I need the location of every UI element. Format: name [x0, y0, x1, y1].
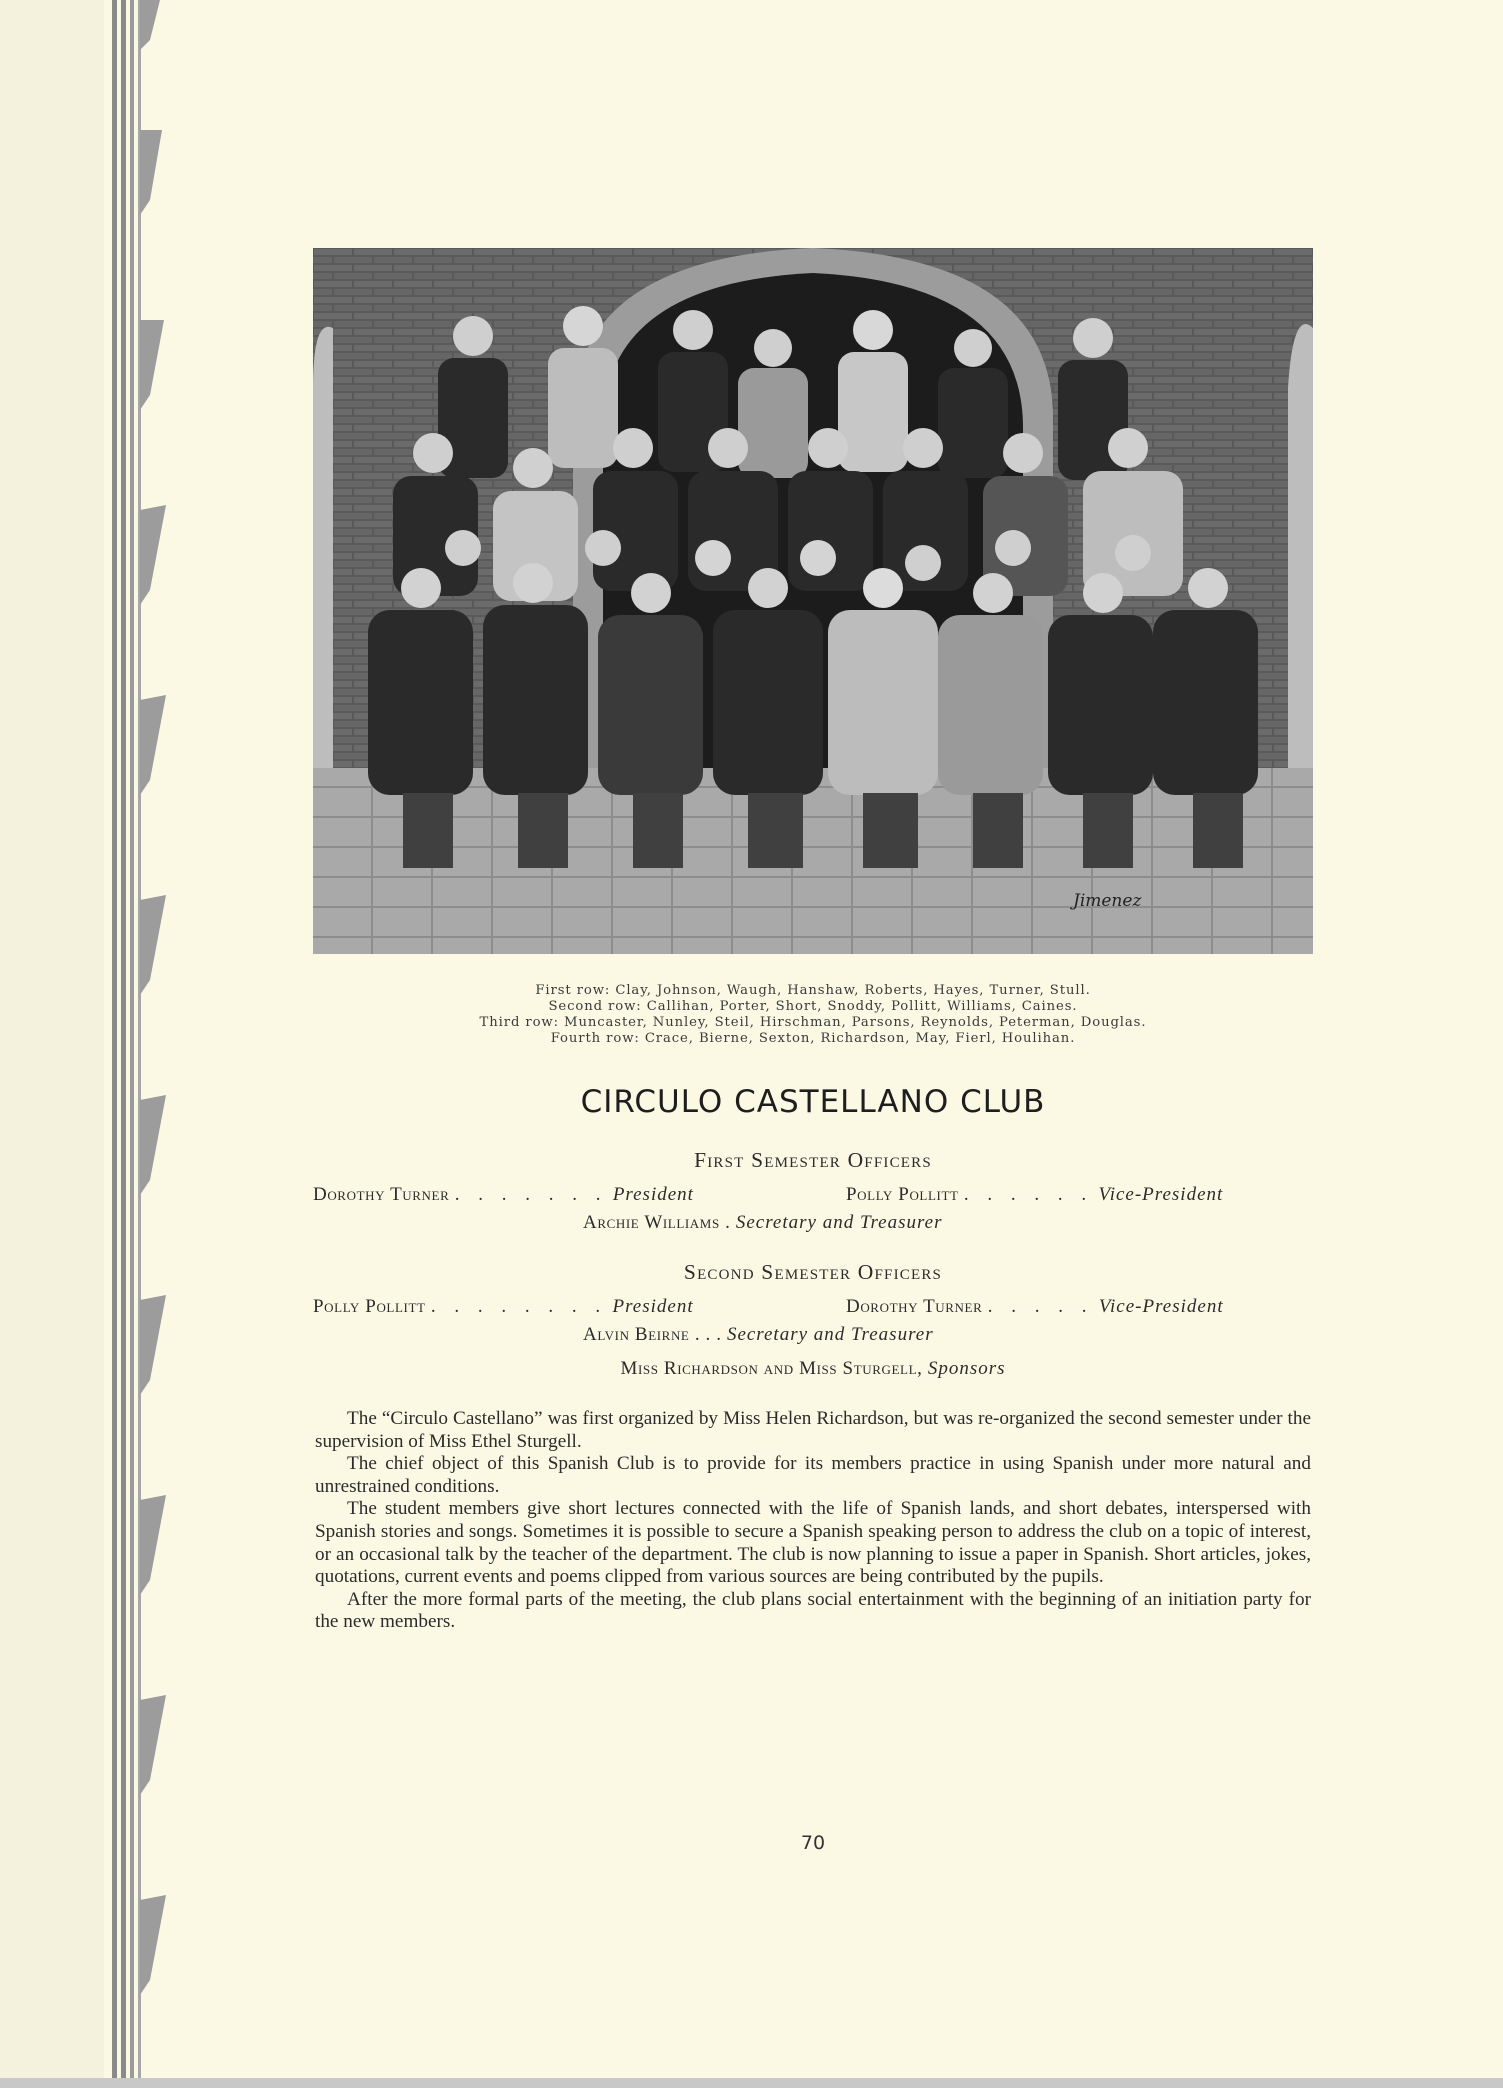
second-president-name: Polly Pollitt	[313, 1296, 426, 1317]
photo-caption-row-1: First row: Clay, Johnson, Waugh, Hanshaw, Roberts, Hayes, Turner, Stull.	[535, 983, 1091, 998]
sponsors-line	[313, 1358, 1313, 1380]
first-president-name: Dorothy Turner	[313, 1184, 450, 1205]
first-vice-president-role: Vice-President	[1098, 1184, 1224, 1205]
first-semester-secretary-row: Archie Williams . Secretary and Treasurer	[583, 1212, 943, 1233]
second-semester-officers-row: Polly Pollitt . . . . . . . . President Dorothy Turner . . . . . Vice-President	[313, 1296, 1224, 1317]
first-semester-heading: First Semester Officers	[694, 1148, 932, 1172]
first-semester-officers-row: Dorothy Turner . . . . . . . President Polly Pollitt . . . . . . Vice-President	[313, 1184, 1224, 1205]
second-semester-secretary-row: Alvin Beirne . . . Secretary and Treasurer	[583, 1324, 934, 1345]
first-president-role: President	[612, 1184, 694, 1205]
second-secretary-role: Secretary and Treasurer	[726, 1324, 934, 1345]
sponsors-names: Miss Richardson and Miss Sturgell,	[620, 1358, 923, 1379]
photographer-signature: Jimenez	[1073, 891, 1142, 911]
photo-caption-row-2: Second row: Callihan, Porter, Short, Snoddy, Pollitt, Williams, Caines.	[548, 999, 1078, 1014]
second-vice-president-role: Vice-President	[1098, 1296, 1224, 1317]
paragraph: The student members give short lectures connected with the life of Spanish lands, and short debates, interspersed with Spanish stories and songs. Sometimes it is possible to secure a Spanish speaking person to address the club on a topic of interest, or an occasional talk by the teacher of the department. The club is now planning to issue a paper in Spanish. Short articles, jokes, quotations, current events and poems clipped from various sources are being contributed by the pupils.	[315, 1498, 1311, 1588]
first-vice-president-name: Polly Pollitt	[846, 1184, 959, 1205]
first-secretary-role: Secretary and Treasurer	[735, 1212, 943, 1233]
second-president-role: President	[612, 1296, 694, 1317]
scan-edge	[0, 2078, 1503, 2088]
paragraph: After the more formal parts of the meeting, the club plans social entertainment with the beginning of an initiation party for the new members.	[315, 1588, 1311, 1633]
second-secretary-name: Alvin Beirne	[583, 1324, 690, 1345]
paragraph: The “Circulo Castellano” was first organized by Miss Helen Richardson, but was re-organized the second semester under the supervision of Miss Ethel Sturgell.	[315, 1408, 1311, 1452]
photo-caption-row-3: Third row: Muncaster, Nunley, Steil, Hirschman, Parsons, Reynolds, Peterman, Douglas.	[479, 1015, 1147, 1030]
paragraph: The chief object of this Spanish Club is to provide for its members practice in using Spanish under more natural and unrestrained conditions.	[315, 1453, 1311, 1497]
club-title: CIRCULO CASTELLANO CLUB	[580, 1084, 1046, 1120]
second-vice-president-name: Dorothy Turner	[846, 1296, 983, 1317]
page-number: 70	[800, 1832, 826, 1854]
photo-caption-row-4: Fourth row: Crace, Bierne, Sexton, Richardson, May, Fierl, Houlihan.	[550, 1031, 1076, 1046]
second-semester-heading: Second Semester Officers	[683, 1260, 943, 1284]
club-group-photo	[313, 248, 1313, 954]
decorative-left-border	[0, 0, 170, 2088]
first-secretary-name: Archie Williams	[583, 1212, 720, 1233]
club-description	[315, 1408, 1311, 1634]
sponsors-role: Sponsors	[927, 1358, 1006, 1379]
